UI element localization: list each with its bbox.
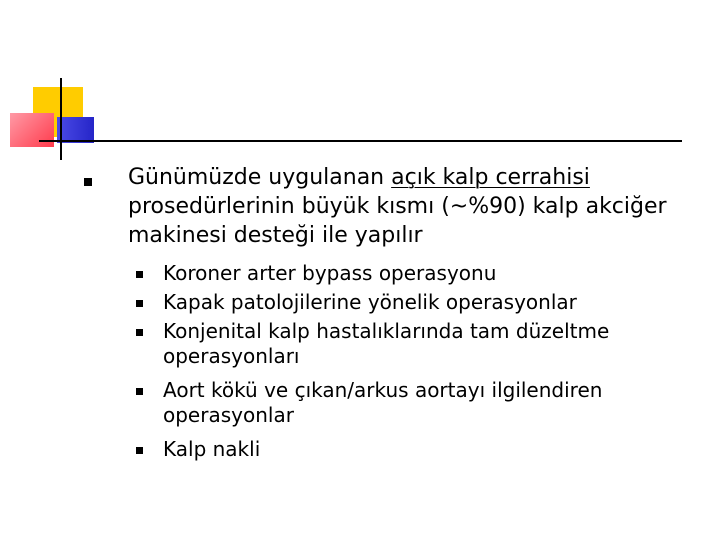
main-bullet-text bbox=[128, 163, 688, 250]
sub-bullet-item: Aort kökü ve çıkan/arkus aortayı ilgilendiren operasyonlar bbox=[163, 378, 603, 427]
bullet-marker bbox=[136, 329, 143, 336]
main-bullet-text-before: Günümüzde uygulanan bbox=[128, 165, 392, 190]
bullet-marker bbox=[136, 271, 143, 278]
sub-bullet-item: Kalp nakli bbox=[163, 437, 261, 461]
bullet-marker bbox=[136, 300, 143, 307]
bullet-marker bbox=[136, 388, 143, 395]
bullet-marker bbox=[136, 447, 143, 454]
underlined-term: açık kalp cerrahisi bbox=[391, 165, 590, 190]
sub-bullet-item: Kapak patolojilerine yönelik operasyonlar bbox=[163, 290, 577, 314]
sub-bullet-item: Konjenital kalp hastalıklarında tam düzeltme operasyonları bbox=[163, 319, 610, 368]
sub-bullet-item: Koroner arter bypass operasyonu bbox=[163, 261, 497, 285]
main-bullet-text-after: prosedürlerinin büyük kısmı (~%90) kalp akciğer makinesi desteği ile yapılır bbox=[128, 194, 667, 248]
bullet-marker bbox=[84, 178, 92, 186]
